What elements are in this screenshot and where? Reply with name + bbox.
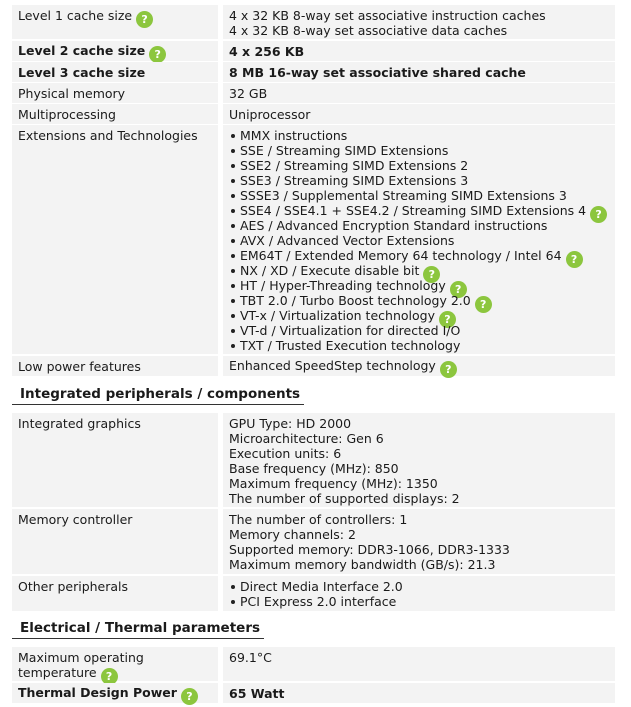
row-label <box>12 104 218 124</box>
row-value <box>223 413 615 507</box>
list-item: SSSE3 / Supplemental Streaming SIMD Extensions 3 <box>229 188 615 203</box>
label-text: Physical memory <box>18 86 126 101</box>
help-icon[interactable]: ? <box>136 11 153 28</box>
value-line: Execution units: 6 <box>229 446 342 461</box>
label-text: temperature <box>18 665 97 680</box>
row-other-peripherals <box>12 576 615 611</box>
row-value <box>223 104 615 124</box>
row-value <box>223 125 615 354</box>
section-title: Integrated peripherals / components <box>12 386 304 405</box>
row-label <box>12 356 218 376</box>
value-line: 4 x 32 KB 8-way set associative data caches <box>229 23 508 38</box>
row-label <box>12 5 218 39</box>
help-icon[interactable]: ? <box>475 296 492 313</box>
list-item: NX / XD / Execute disable bit ? <box>229 263 615 278</box>
list-item: AES / Advanced Encryption Standard instructions <box>229 218 615 233</box>
row-value <box>223 576 615 611</box>
row-label <box>12 509 218 574</box>
help-icon[interactable]: ? <box>149 46 166 63</box>
help-icon[interactable]: ? <box>566 251 583 268</box>
row-value <box>223 83 615 103</box>
value-line: GPU Type: HD 2000 <box>229 416 352 431</box>
row-value <box>223 356 615 376</box>
label-text: Level 2 cache size <box>18 43 146 58</box>
value-line: 65 Watt <box>229 686 285 701</box>
list-item: SSE / Streaming SIMD Extensions <box>229 143 615 158</box>
list-item: TXT / Trusted Execution technology <box>229 338 615 353</box>
list-item: VT-d / Virtualization for directed I/O <box>229 323 615 338</box>
value-line: Enhanced SpeedStep technology <box>229 358 436 373</box>
help-icon[interactable]: ? <box>590 206 607 223</box>
row-l1-cache <box>12 5 615 39</box>
row-label <box>12 62 218 82</box>
row-multiprocessing <box>12 104 615 124</box>
list-item: SSE2 / Streaming SIMD Extensions 2 <box>229 158 615 173</box>
row-value <box>223 509 615 574</box>
value-line: Memory channels: 2 <box>229 527 356 542</box>
list-item: SSE4 / SSE4.1 + SSE4.2 / Streaming SIMD Extensions 4 ? <box>229 203 615 218</box>
section-title: Electrical / Thermal parameters <box>12 620 264 639</box>
row-label <box>12 683 218 703</box>
label-text: Other peripherals <box>18 579 129 594</box>
value-line: Base frequency (MHz): 850 <box>229 461 399 476</box>
label-text: Multiprocessing <box>18 107 116 122</box>
value-line: 32 GB <box>229 86 268 101</box>
label-text: Low power features <box>18 359 141 374</box>
row-value <box>223 62 615 82</box>
row-extensions <box>12 125 615 354</box>
value-line: The number of supported displays: 2 <box>229 491 460 506</box>
row-label <box>12 413 218 507</box>
list-item: VT-x / Virtualization technology ? <box>229 308 615 323</box>
row-l2-cache <box>12 41 615 61</box>
label-text: Integrated graphics <box>18 416 141 431</box>
peripherals-list <box>229 579 615 609</box>
help-icon[interactable]: ? <box>450 281 467 298</box>
row-physical-memory <box>12 83 615 103</box>
row-memory-controller <box>12 509 615 574</box>
row-max-temperature <box>12 647 615 681</box>
row-value <box>223 41 615 61</box>
row-integrated-graphics <box>12 413 615 507</box>
value-line: The number of controllers: 1 <box>229 512 408 527</box>
row-value <box>223 647 615 681</box>
label-text: Memory controller <box>18 512 133 527</box>
label-text: Extensions and Technologies <box>18 128 198 143</box>
row-value <box>223 683 615 703</box>
help-icon[interactable]: ? <box>101 668 118 685</box>
list-item: PCI Express 2.0 interface <box>229 594 615 609</box>
value-line: 4 x 32 KB 8-way set associative instruction caches <box>229 8 546 23</box>
list-item: HT / Hyper-Threading technology ? <box>229 278 615 293</box>
list-item: AVX / Advanced Vector Extensions <box>229 233 615 248</box>
value-line: 4 x 256 KB <box>229 44 305 59</box>
list-item: MMX instructions <box>229 128 615 143</box>
list-item: TBT 2.0 / Turbo Boost technology 2.0 ? <box>229 293 615 308</box>
help-icon[interactable]: ? <box>181 688 198 705</box>
label-text: Level 3 cache size <box>18 65 146 80</box>
help-icon[interactable]: ? <box>439 311 456 328</box>
value-line: Maximum memory bandwidth (GB/s): 21.3 <box>229 557 496 572</box>
help-icon[interactable]: ? <box>423 266 440 283</box>
row-tdp <box>12 683 615 703</box>
list-item: Direct Media Interface 2.0 <box>229 579 615 594</box>
extensions-list <box>229 128 615 353</box>
value-line: Uniprocessor <box>229 107 311 122</box>
row-label <box>12 576 218 611</box>
label-text: Level 1 cache size <box>18 8 133 23</box>
row-value <box>223 5 615 39</box>
row-label <box>12 125 218 354</box>
label-text: Thermal Design Power <box>18 685 177 700</box>
label-text: Maximum operating <box>18 650 144 665</box>
value-line: 8 MB 16-way set associative shared cache <box>229 65 526 80</box>
row-label <box>12 41 218 61</box>
value-line: Microarchitecture: Gen 6 <box>229 431 384 446</box>
value-line: 69.1°C <box>229 650 272 665</box>
value-line: Maximum frequency (MHz): 1350 <box>229 476 438 491</box>
section-electrical <box>12 620 264 639</box>
section-peripherals <box>12 386 304 405</box>
help-icon[interactable]: ? <box>440 361 457 378</box>
row-label <box>12 647 218 681</box>
top-divider <box>12 0 615 3</box>
list-item: SSE3 / Streaming SIMD Extensions 3 <box>229 173 615 188</box>
value-line: Supported memory: DDR3-1066, DDR3-1333 <box>229 542 510 557</box>
row-l3-cache <box>12 62 615 82</box>
list-item: EM64T / Extended Memory 64 technology / Intel 64 ? <box>229 248 615 263</box>
row-label <box>12 83 218 103</box>
row-low-power <box>12 356 615 376</box>
